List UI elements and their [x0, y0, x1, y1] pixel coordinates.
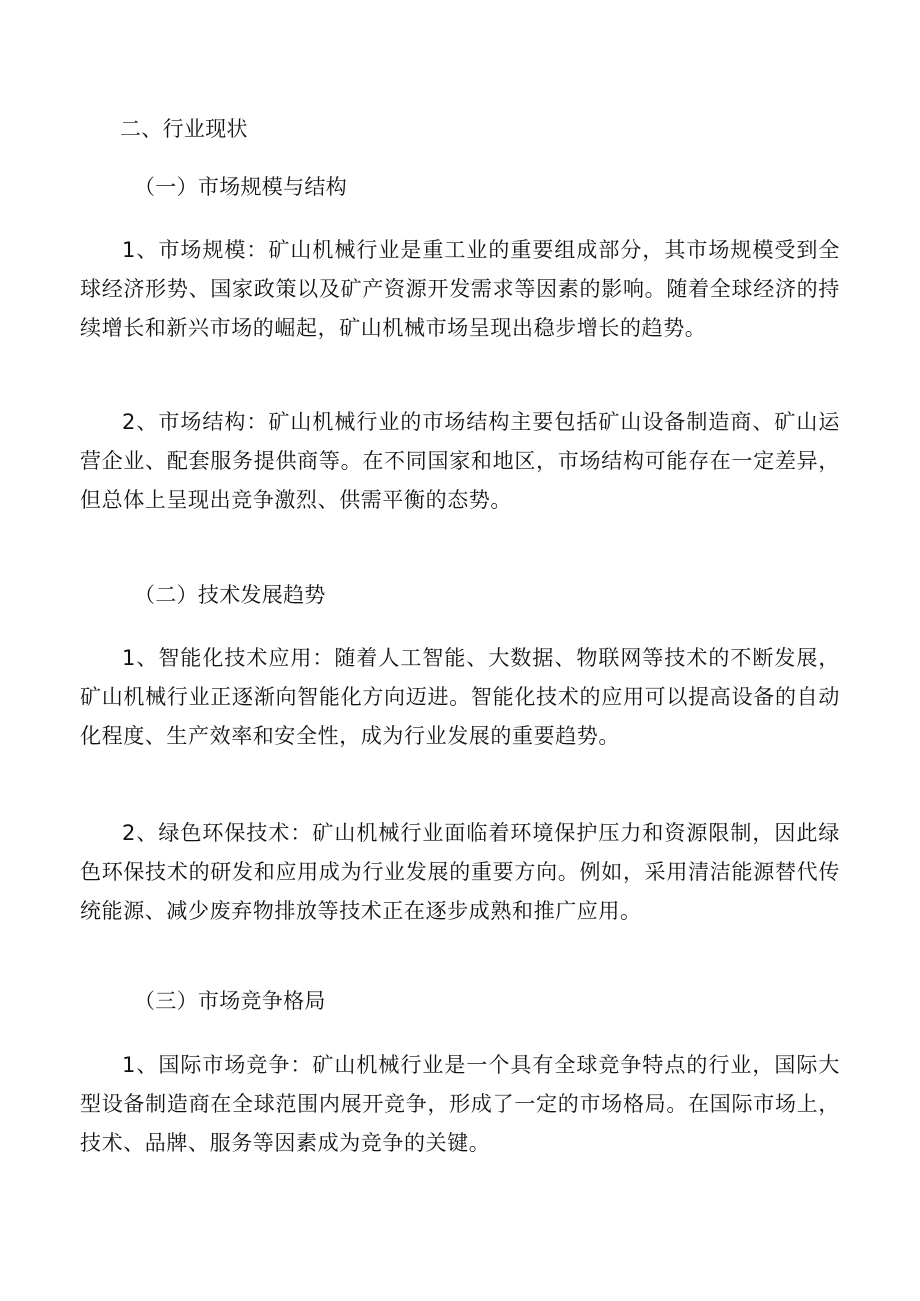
- paragraph: 1、市场规模：矿山机械行业是重工业的重要组成部分，其市场规模受到全球经济形势、国家政策以及矿产资源开发需求等因素的影响。随着全球经济的持续增长和新兴市场的崛起，矿山机械市场呈现出稳步增长的趋势。: [80, 238, 840, 340]
- paragraph: 1、国际市场竞争：矿山机械行业是一个具有全球竞争特点的行业，国际大型设备制造商在全球范围内展开竞争，形成了一定的市场格局。在国际市场上，技术、品牌、服务等因素成为竞争的关键。: [80, 1053, 840, 1155]
- subsection-heading: （三）市场竞争格局: [134, 989, 326, 1013]
- section-heading: 二、行业现状: [120, 117, 248, 141]
- paragraph: 2、市场结构：矿山机械行业的市场结构主要包括矿山设备制造商、矿山运营企业、配套服务提供商等。在不同国家和地区，市场结构可能存在一定差异，但总体上呈现出竞争激烈、供需平衡的态势。: [80, 410, 840, 512]
- paragraph: 1、智能化技术应用：随着人工智能、大数据、物联网等技术的不断发展，矿山机械行业正逐渐向智能化方向迈进。智能化技术的应用可以提高设备的自动化程度、生产效率和安全性，成为行业发展的重要趋势。: [80, 646, 840, 748]
- subsection-heading: （二）技术发展趋势: [134, 583, 326, 607]
- subsection-heading: （一）市场规模与结构: [134, 175, 347, 199]
- paragraph: 2、绿色环保技术：矿山机械行业面临着环境保护压力和资源限制，因此绿色环保技术的研发和应用成为行业发展的重要方向。例如，采用清洁能源替代传统能源、减少废弃物排放等技术正在逐步成熟和推广应用。: [80, 821, 840, 923]
